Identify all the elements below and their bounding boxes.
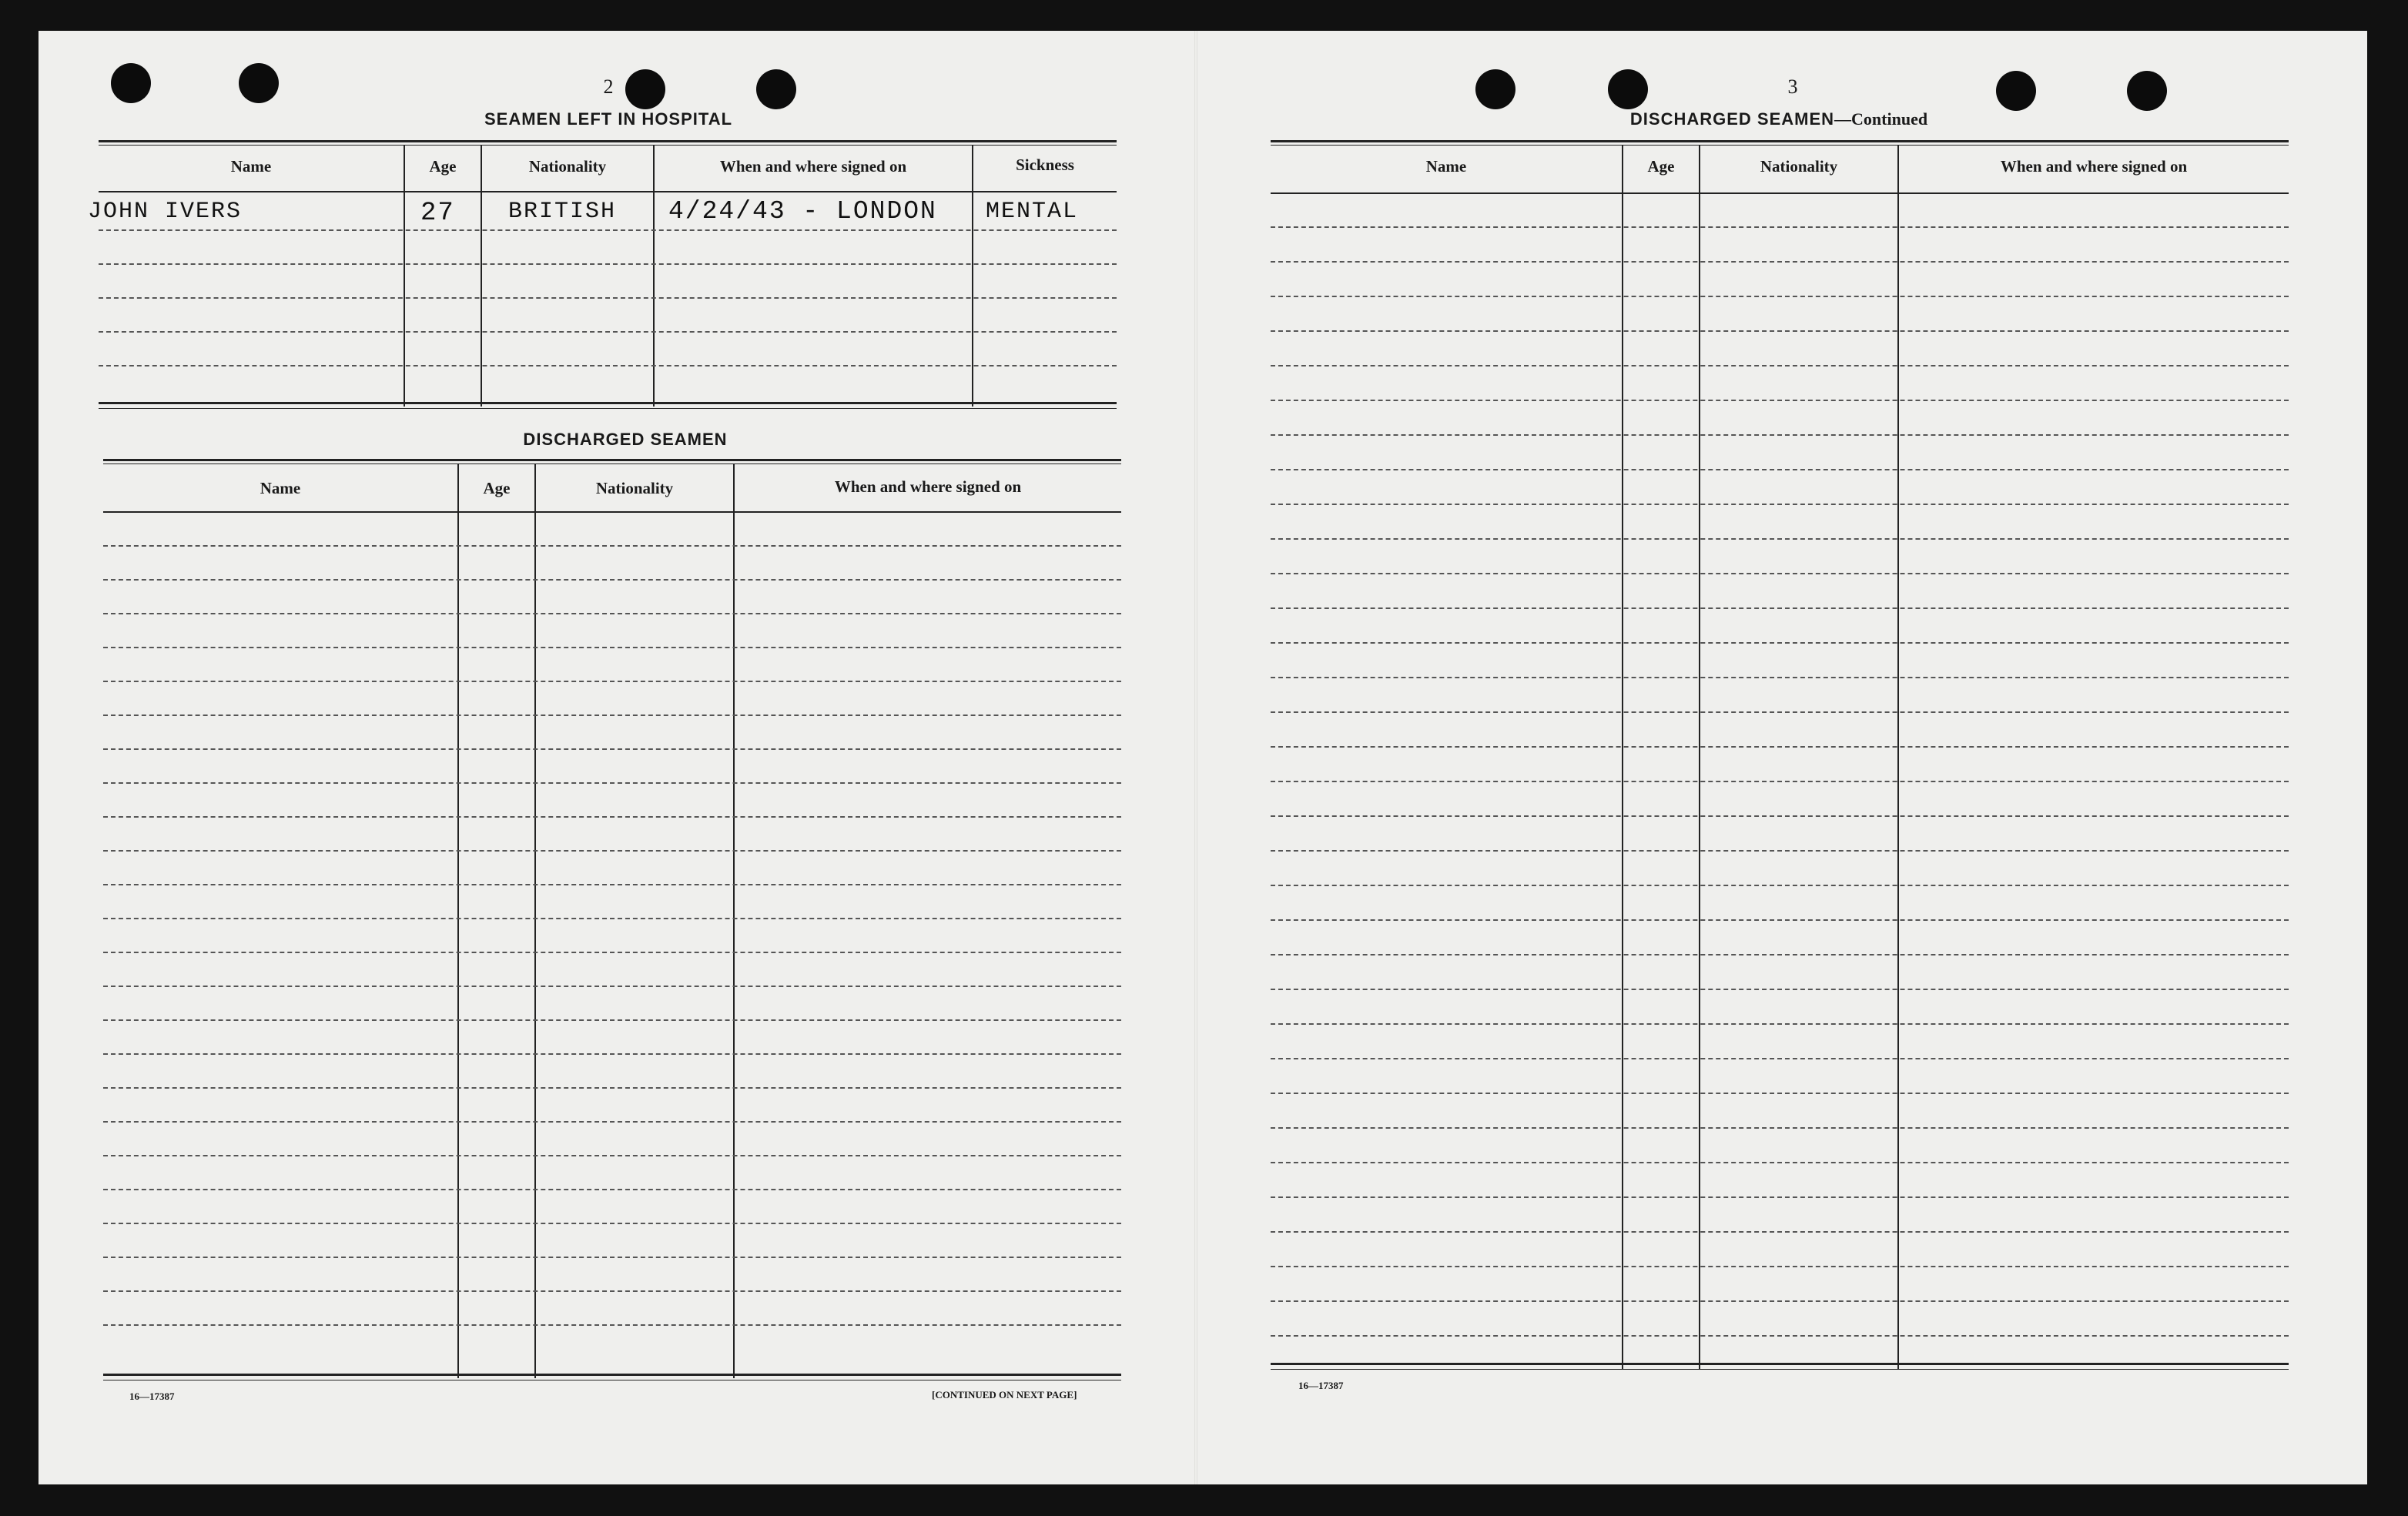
- discharged-header-age: Age: [483, 479, 511, 497]
- hospital-section-title: SEAMEN LEFT IN HOSPITAL: [484, 109, 733, 129]
- hospital-cell-age: 27: [420, 199, 455, 228]
- punch-hole: [1996, 71, 2036, 111]
- discharged-continued-title-main: DISCHARGED SEAMEN: [1629, 109, 1835, 129]
- punch-hole: [1475, 69, 1515, 109]
- discharged-continued-title: [1630, 109, 1927, 129]
- form-number: 16—17387: [129, 1391, 175, 1402]
- page-number: 2: [603, 75, 614, 98]
- hospital-header-name: Name: [230, 157, 272, 176]
- punch-hole: [625, 69, 665, 109]
- discharged-header-name: Name: [1425, 157, 1467, 176]
- hospital-cell-name: JOHN IVERS: [88, 199, 243, 225]
- punch-hole: [756, 69, 796, 109]
- hospital-header-nationality: Nationality: [528, 157, 607, 176]
- form-number: 16—17387: [1298, 1380, 1344, 1391]
- discharged-header-nationality: Nationality: [595, 479, 674, 497]
- punch-hole: [239, 63, 279, 103]
- punch-hole: [111, 63, 151, 103]
- hospital-table: [88, 140, 1117, 410]
- discharged-header-nationality: Nationality: [1760, 157, 1838, 176]
- discharged-section-title: DISCHARGED SEAMEN: [523, 430, 728, 449]
- continued-note: [CONTINUED ON NEXT PAGE]: [932, 1389, 1077, 1401]
- page-fold: [1194, 31, 1197, 1484]
- hospital-cell-nationality: BRITISH: [508, 199, 617, 225]
- continued-suffix: —Continued: [1834, 109, 1928, 129]
- discharged-header-signed-on: When and where signed on: [834, 477, 1022, 496]
- hospital-header-age: Age: [429, 157, 457, 176]
- page-number: 3: [1787, 75, 1798, 98]
- discharged-header-signed-on: When and where signed on: [2000, 157, 2188, 176]
- hospital-cell-signed-on: 4/24/43 - LONDON: [668, 197, 937, 226]
- hospital-cell-sickness: MENTAL: [986, 199, 1079, 225]
- discharged-header-name: Name: [260, 479, 301, 497]
- punch-hole: [1608, 69, 1648, 109]
- discharged-header-age: Age: [1647, 157, 1675, 176]
- hospital-header-signed-on: When and where signed on: [719, 157, 907, 176]
- punch-hole: [2127, 71, 2167, 111]
- hospital-header-sickness: Sickness: [1016, 156, 1074, 174]
- discharged-table-right: [1271, 140, 2289, 1372]
- discharged-table-left: [103, 459, 1121, 1383]
